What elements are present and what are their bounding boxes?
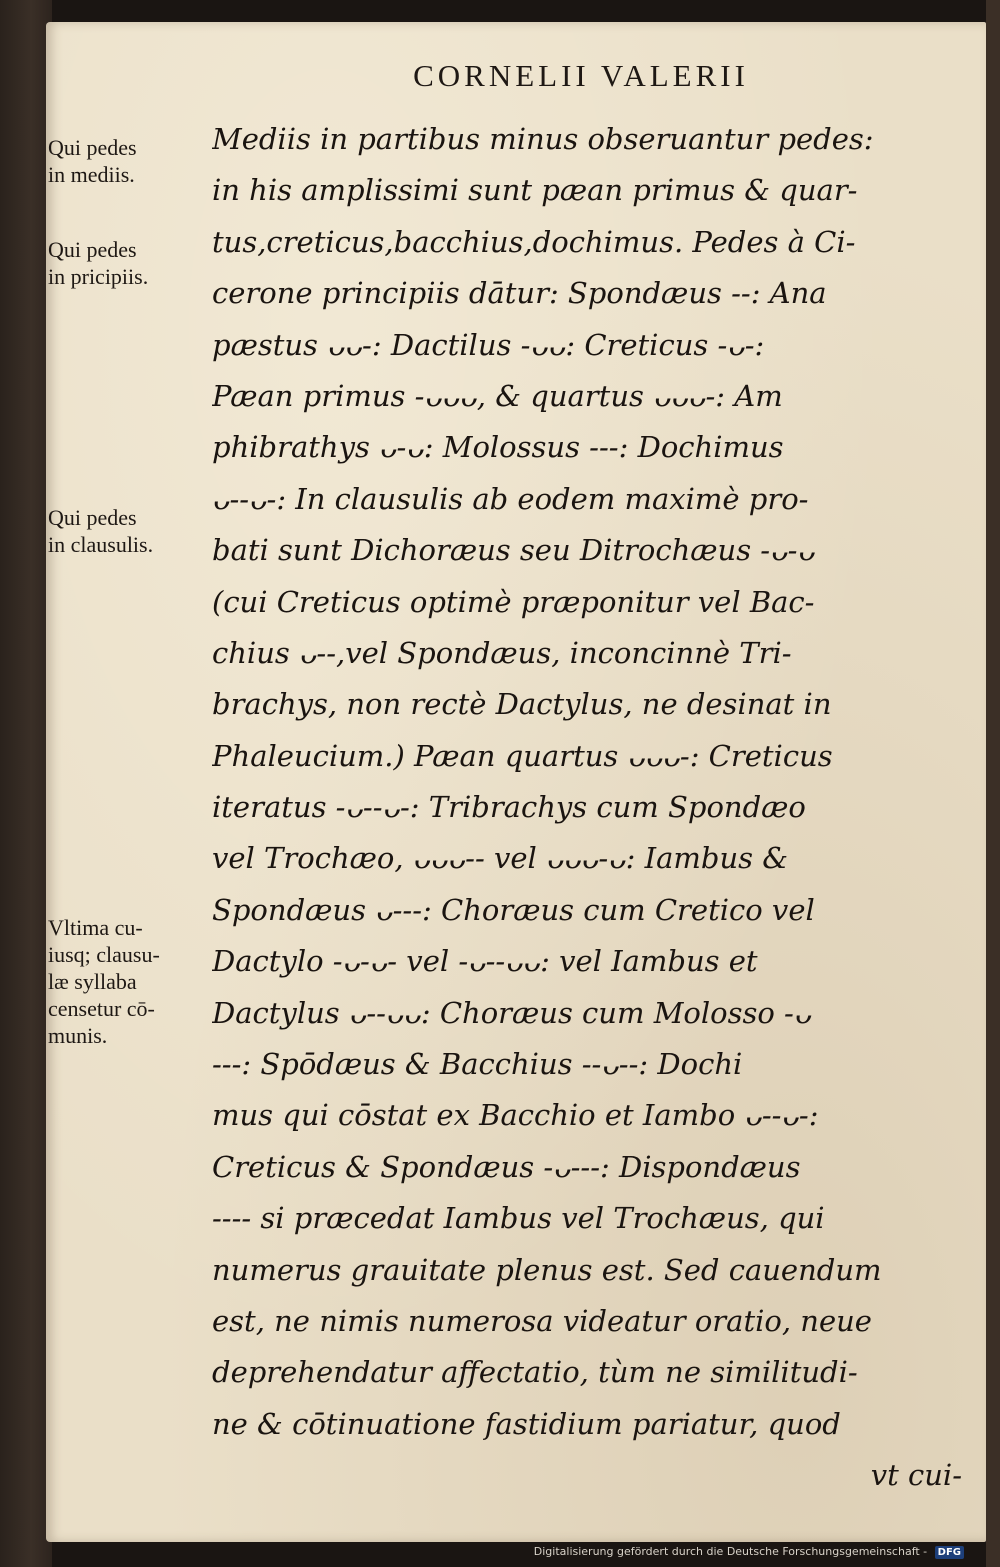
body-line: ---: Spōdæus & Bacchius --ᴗ--: Dochi <box>212 1047 743 1082</box>
body-line: (cui Creticus optimè præponitur vel Bac- <box>212 584 815 619</box>
body-line: Spondæus ᴗ---: Choræus cum Cretico vel <box>212 892 815 927</box>
marginal-note-line: in mediis. <box>48 162 135 187</box>
marginal-note-line: in pricipiis. <box>48 264 149 289</box>
marginal-note-line: in clausulis. <box>48 532 154 557</box>
marginal-note <box>48 236 208 290</box>
body-line: Creticus & Spondæus -ᴗ---: Dispondæus <box>212 1149 801 1184</box>
book-gutter <box>0 0 52 1567</box>
body-line: ᴗ--ᴗ-: In clausulis ab eodem maximè pro- <box>212 481 809 516</box>
marginal-note <box>48 134 208 188</box>
body-line: iteratus -ᴗ--ᴗ-: Tribrachys cum Spondæo <box>212 790 806 825</box>
body-line: phibrathys ᴗ-ᴗ: Molossus ---: Dochimus <box>212 430 784 465</box>
body-line: Dactylus ᴗ--ᴗᴗ: Choræus cum Molosso -ᴗ <box>212 995 812 1030</box>
body-line: Dactylo -ᴗ-ᴗ- vel -ᴗ--ᴗᴗ: vel Iambus et <box>212 944 758 979</box>
body-line: tus,creticus,bacchius,dochimus. Pedes à Ci- <box>212 224 856 259</box>
marginal-note-line: iusq; clausu- <box>48 942 160 967</box>
body-line: chius ᴗ--,vel Spondæus, inconcinnè Tri- <box>212 635 792 670</box>
body-line: vel Trochæo, ᴗᴗᴗ-- vel ᴗᴗᴗ-ᴗ: Iambus & <box>212 841 789 876</box>
marginal-note-line: Qui pedes <box>48 237 137 262</box>
book-page <box>46 22 986 1542</box>
digitization-credit <box>534 1545 964 1559</box>
catchword: vt cui- <box>870 1458 962 1493</box>
marginal-note-line: Qui pedes <box>48 135 137 160</box>
body-line: ---- si præcedat Iambus vel Trochæus, qui <box>212 1201 825 1236</box>
body-text <box>212 114 972 1502</box>
body-line: brachys, non rectè Dactylus, ne desinat in <box>212 687 832 722</box>
marginal-note-line: Vltima cu- <box>48 915 143 940</box>
body-line: pæstus ᴗᴗ-: Dactilus -ᴗᴗ: Creticus -ᴗ-: <box>212 327 765 362</box>
body-line: cerone principiis dātur: Spondæus --: Ana <box>212 276 827 311</box>
page-edge <box>986 0 1000 1567</box>
marginal-note <box>48 504 208 558</box>
body-line: Pæan primus -ᴗᴗᴗ, & quartus ᴗᴗᴗ-: Am <box>212 378 783 413</box>
body-line: ne & cōtinuatione fastidium pariatur, quod <box>212 1406 841 1441</box>
body-line: numerus grauitate plenus est. Sed cauendum <box>212 1252 882 1287</box>
digitization-credit-text: Digitalisierung gefördert durch die Deutsche Forschungsgemeinschaft - <box>533 1545 928 1558</box>
marginal-note-line: censetur cō- <box>48 996 155 1021</box>
marginal-note <box>48 914 208 1049</box>
body-line: mus qui cōstat ex Bacchio et Iambo ᴗ--ᴗ-: <box>212 1098 819 1133</box>
marginal-note-line: Qui pedes <box>48 505 137 530</box>
body-line: est, ne nimis numerosa videatur oratio, neue <box>212 1303 872 1338</box>
marginal-note-line: munis. <box>48 1023 108 1048</box>
body-line: Phaleucium.) Pæan quartus ᴗᴗᴗ-: Creticus <box>212 738 833 773</box>
marginal-note-line: læ syllaba <box>48 969 137 994</box>
running-head: CORNELII VALERII <box>413 58 749 93</box>
body-line: Mediis in partibus minus obseruantur pedes: <box>212 122 874 156</box>
body-line: in his amplissimi sunt pæan primus & quar- <box>212 173 858 208</box>
body-line: deprehendatur affectatio, tùm ne similitudi- <box>212 1355 858 1390</box>
dfg-logo: DFG <box>935 1546 964 1559</box>
body-line: bati sunt Dichoræus seu Ditrochæus -ᴗ-ᴗ <box>212 533 815 568</box>
